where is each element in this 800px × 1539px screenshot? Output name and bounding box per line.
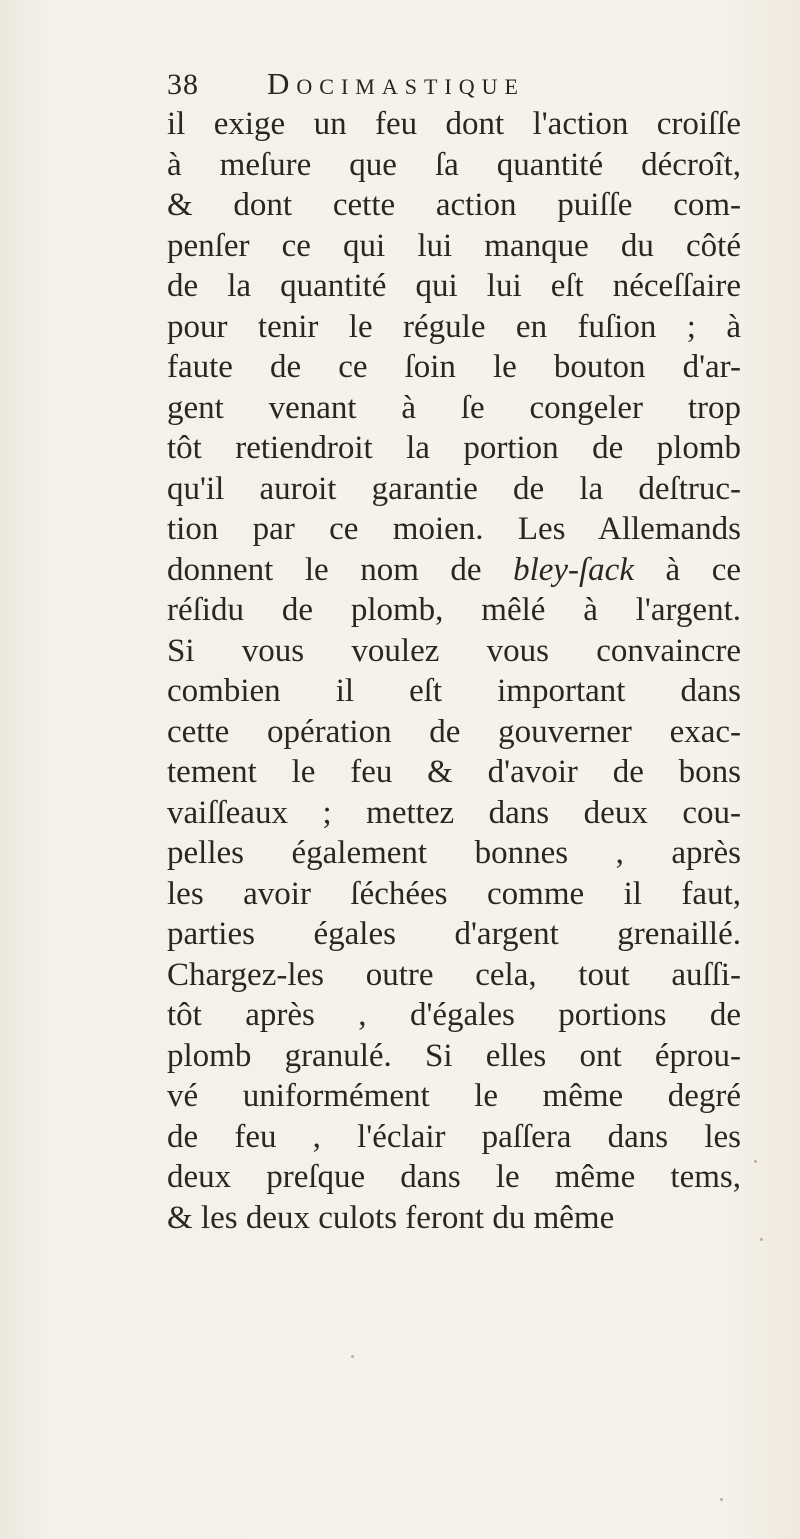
text-line: vaiſſeaux ; mettez dans deux cou- bbox=[167, 794, 741, 831]
text-line: tôt après , d'égales portions de bbox=[167, 997, 741, 1033]
text-line: tôt retiendroit la portion de plomb bbox=[167, 430, 741, 466]
paper-speck bbox=[754, 1160, 757, 1163]
body-text bbox=[167, 104, 741, 1238]
text-line: combien il eſt important dans bbox=[167, 673, 741, 709]
page-number: 38 bbox=[167, 68, 199, 101]
text-line: réſidu de plomb, mêlé à l'argent. bbox=[167, 592, 741, 628]
text-line: il exige un feu dont l'action croiſſe bbox=[167, 106, 741, 142]
text-line: gent venant à ſe congeler trop bbox=[167, 389, 741, 426]
text-line: tement le feu & d'avoir de bons bbox=[167, 754, 741, 790]
text-line: de la quantité qui lui eſt néceſſaire bbox=[167, 268, 741, 304]
text-line: pour tenir le régule en fuſion ; à bbox=[167, 308, 741, 345]
running-head bbox=[167, 62, 647, 106]
text-line: deux preſque dans le même tems, bbox=[167, 1159, 741, 1195]
text-line: penſer ce qui lui manque du côté bbox=[167, 227, 741, 264]
paper-speck bbox=[720, 1498, 723, 1501]
text-line: plomb granulé. Si elles ont éprou- bbox=[167, 1037, 741, 1074]
text-line: Si vous voulez vous convaincre bbox=[167, 632, 741, 669]
text-line: les avoir ſéchées comme il faut, bbox=[167, 875, 741, 912]
text-line: à meſure que ſa quantité décroît, bbox=[167, 146, 741, 183]
text-line: faute de ce ſoin le bouton d'ar- bbox=[167, 349, 741, 385]
text-line: pelles également bonnes , après bbox=[167, 835, 741, 871]
paper-speck bbox=[760, 1238, 763, 1241]
text-line: qu'il auroit garantie de la deſtruc- bbox=[167, 470, 741, 507]
text-line: cette opération de gouverner exac- bbox=[167, 713, 741, 750]
text-line: & dont cette action puiſſe com- bbox=[167, 187, 741, 223]
text-line: parties égales d'argent grenaillé. bbox=[167, 916, 741, 952]
text-line: donnent le nom de bley-ſack à ce bbox=[167, 551, 741, 588]
italic-term: bley-ſack bbox=[513, 551, 634, 588]
text-line: & les deux culots feront du même bbox=[167, 1199, 615, 1236]
text-line: vé uniformément le même degré bbox=[167, 1078, 741, 1114]
running-title: Docimastique bbox=[267, 66, 525, 101]
paper-speck bbox=[351, 1355, 354, 1358]
text-line: tion par ce moien. Les Allemands bbox=[167, 511, 741, 547]
text-line: Chargez-les outre cela, tout auſſi- bbox=[167, 956, 741, 993]
text-line: de feu , l'éclair paſſera dans les bbox=[167, 1118, 741, 1155]
